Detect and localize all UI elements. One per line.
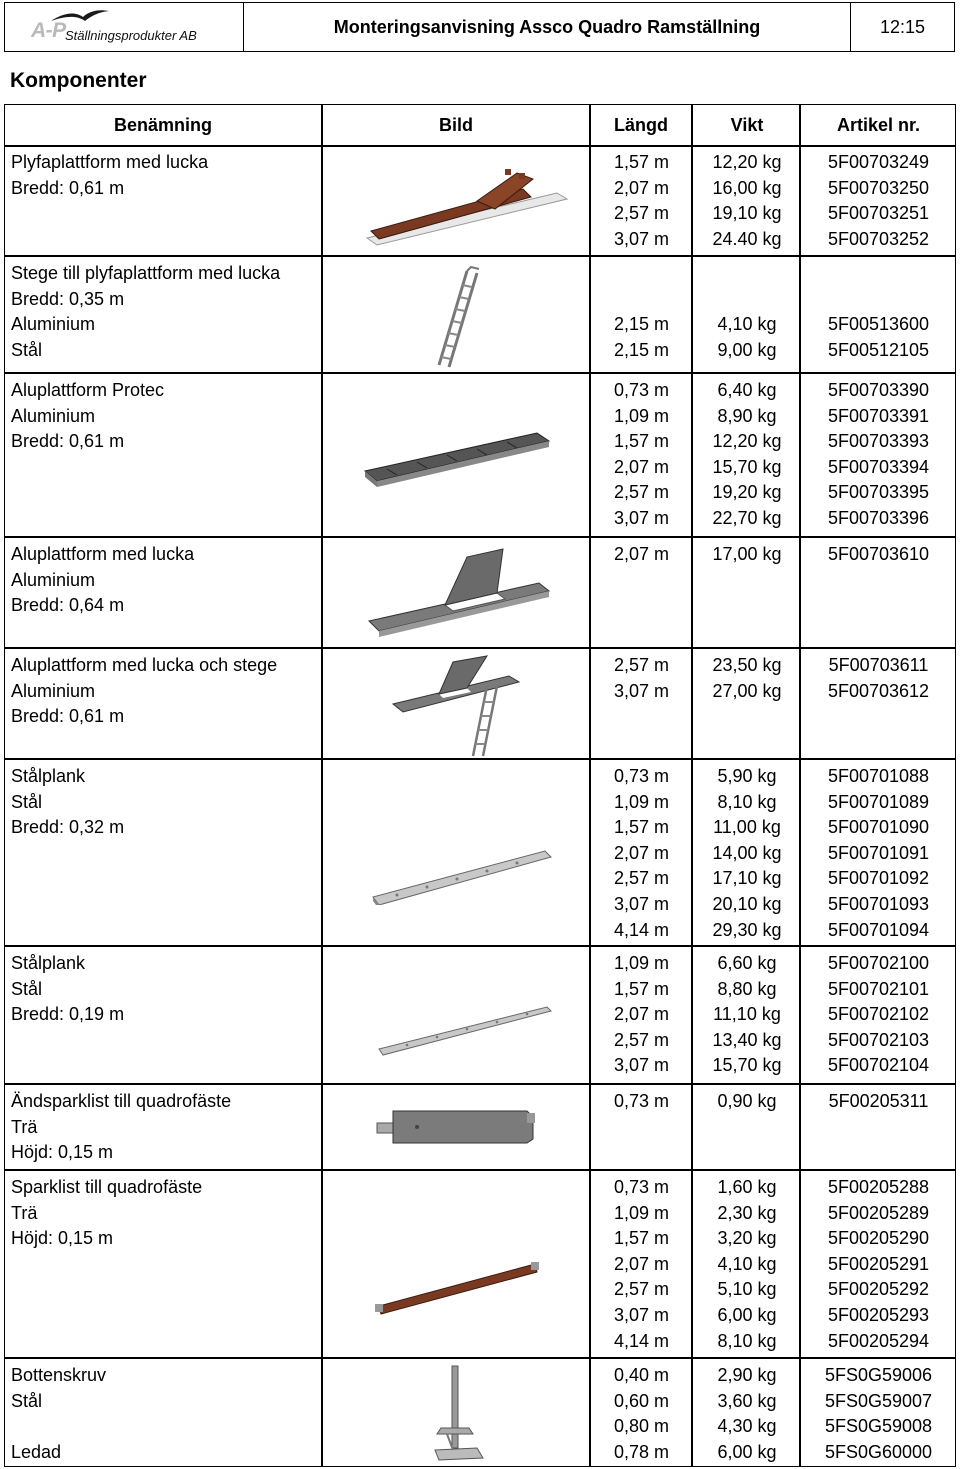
length-value: 3,07 m xyxy=(613,1304,670,1325)
article-value: 5F00703393 xyxy=(827,431,930,452)
length-value: 2,07 m xyxy=(613,177,670,198)
article-value: 5F00703252 xyxy=(827,228,930,249)
length-values xyxy=(593,1363,690,1465)
component-name-line: Stål xyxy=(11,791,43,812)
weight-values xyxy=(693,653,801,704)
weight-value: 6,60 kg xyxy=(717,953,777,973)
component-name-line: Stege till plyfaplattform med lucka xyxy=(11,263,281,283)
component-name-line: Bredd: 0,61 m xyxy=(11,431,125,452)
length-value: 2,07 m xyxy=(613,544,670,564)
component-name-line: Aluminium xyxy=(11,405,96,426)
length-value: 4,14 m xyxy=(613,919,670,940)
component-name-line: Höjd: 0,15 m xyxy=(11,1228,114,1249)
component-name xyxy=(11,764,124,841)
ladder-image xyxy=(327,261,589,372)
component-name-line: Höjd: 0,15 m xyxy=(11,1142,114,1163)
component-name xyxy=(11,951,124,1028)
component-name-line: Stål xyxy=(11,978,43,999)
col-header-name: Benämning xyxy=(113,115,212,135)
length-value: 2,15 m xyxy=(613,314,670,335)
weight-values xyxy=(693,312,801,363)
length-values xyxy=(593,951,690,1079)
weight-value: 8,80 kg xyxy=(717,978,777,999)
weight-value: 0,90 kg xyxy=(717,1091,777,1111)
article-value: 5FS0G59008 xyxy=(824,1416,933,1437)
length-values xyxy=(593,378,690,532)
end-toeboard-image xyxy=(327,1089,589,1169)
component-name-line: Ändsparklist till quadrofäste xyxy=(11,1091,232,1111)
article-value: 5F00205288 xyxy=(827,1177,930,1197)
length-value: 0,73 m xyxy=(613,1177,670,1197)
weight-value: 27,00 kg xyxy=(712,680,782,701)
length-value: 2,07 m xyxy=(613,1253,670,1274)
weight-value: 4,10 kg xyxy=(717,314,777,335)
length-value: 2,57 m xyxy=(613,482,670,503)
article-value: 5F00703391 xyxy=(827,405,930,426)
page-number: 12:15 xyxy=(879,16,926,37)
article-value: 5FS0G60000 xyxy=(824,1441,933,1462)
col-header-weight: Vikt xyxy=(730,115,764,135)
length-value: 3,07 m xyxy=(613,680,670,701)
article-value: 5F00701088 xyxy=(827,766,930,786)
length-value: 1,09 m xyxy=(613,791,670,812)
length-value: 0,40 m xyxy=(613,1365,670,1385)
weight-value: 5,10 kg xyxy=(717,1279,777,1300)
weight-value: 12,20 kg xyxy=(712,152,782,172)
article-value: 5F00703250 xyxy=(827,177,930,198)
weight-value: 19,20 kg xyxy=(712,482,782,503)
component-name-line: Bredd: 0,35 m xyxy=(11,288,125,309)
component-name-line: Aluminium xyxy=(11,680,96,701)
length-value: 3,07 m xyxy=(613,893,670,914)
page-header xyxy=(4,2,955,52)
weight-value: 2,30 kg xyxy=(717,1202,777,1223)
section-title: Komponenter xyxy=(10,69,147,92)
weight-value: 13,40 kg xyxy=(712,1029,782,1050)
length-value: 0,60 m xyxy=(613,1390,670,1411)
length-values xyxy=(593,1089,690,1115)
row-divider xyxy=(5,1083,955,1085)
row-divider xyxy=(5,945,955,947)
weight-value: 2,90 kg xyxy=(717,1365,777,1385)
weight-values xyxy=(693,1089,801,1115)
length-value: 2,07 m xyxy=(613,842,670,863)
component-name-line: Bredd: 0,61 m xyxy=(11,706,125,727)
article-value: 5F00512105 xyxy=(827,339,930,360)
article-value: 5F00702100 xyxy=(827,953,930,973)
article-value: 5F00702102 xyxy=(827,1004,930,1025)
article-values xyxy=(801,542,956,568)
length-value: 1,57 m xyxy=(613,817,670,838)
component-name-line: Stål xyxy=(11,1390,43,1411)
length-value: 1,57 m xyxy=(613,978,670,999)
article-value: 5F00701089 xyxy=(827,791,930,812)
article-value: 5F00703610 xyxy=(827,544,930,564)
article-values xyxy=(801,312,956,363)
component-name-line: Stålplank xyxy=(11,953,86,973)
weight-value: 6,00 kg xyxy=(717,1441,777,1462)
component-name-line: Aluplattform med lucka och stege xyxy=(11,655,278,675)
article-value: 5F00703611 xyxy=(828,655,929,675)
length-values xyxy=(593,1175,690,1354)
component-name-line: Aluplattform med lucka xyxy=(11,544,195,564)
component-name-line: Stål xyxy=(11,339,43,360)
article-values xyxy=(801,1363,956,1465)
weight-values xyxy=(693,764,801,943)
component-name-line: Bredd: 0,19 m xyxy=(11,1004,125,1025)
length-value: 0,78 m xyxy=(613,1441,670,1462)
length-values xyxy=(593,150,690,252)
component-name xyxy=(11,542,194,619)
weight-value: 4,30 kg xyxy=(717,1416,777,1437)
article-value: 5F00701092 xyxy=(827,868,930,889)
component-name-line: Aluminium xyxy=(11,569,96,590)
weight-value: 24.40 kg xyxy=(712,228,782,249)
component-name-line: Trä xyxy=(11,1202,38,1223)
row-divider xyxy=(5,255,955,257)
article-value: 5F00703249 xyxy=(827,152,930,172)
weight-value: 6,40 kg xyxy=(717,380,777,400)
component-name-line: Trä xyxy=(11,1116,38,1137)
steel-plank-narrow-image xyxy=(327,951,589,1083)
article-values xyxy=(801,150,956,252)
row-divider xyxy=(5,647,955,649)
weight-values xyxy=(693,951,801,1079)
component-name-line: Ledad xyxy=(11,1441,62,1462)
article-value: 5FS0G59007 xyxy=(824,1390,933,1411)
component-name xyxy=(11,653,277,730)
length-value: 0,73 m xyxy=(613,380,670,400)
col-header-length: Längd xyxy=(614,115,668,135)
article-value: 5FS0G59006 xyxy=(824,1365,933,1385)
weight-value: 1,60 kg xyxy=(717,1177,777,1197)
plywood-platform-hatch-image xyxy=(327,150,589,255)
weight-value: 14,00 kg xyxy=(712,842,782,863)
col-header-image: Bild xyxy=(439,115,473,135)
component-name-line: Sparklist till quadrofäste xyxy=(11,1177,203,1197)
row-divider xyxy=(5,1357,955,1359)
article-value: 5F00703390 xyxy=(827,380,930,400)
weight-value: 5,90 kg xyxy=(717,766,777,786)
component-name-line: Stålplank xyxy=(11,766,86,786)
row-divider xyxy=(5,1169,955,1171)
length-value: 2,57 m xyxy=(613,1029,670,1050)
article-value: 5F00703394 xyxy=(827,456,930,477)
length-values xyxy=(593,764,690,943)
article-values xyxy=(801,1175,956,1354)
article-value: 5F00205311 xyxy=(828,1091,929,1111)
weight-values xyxy=(693,1175,801,1354)
length-value: 4,14 m xyxy=(613,1330,670,1351)
weight-values xyxy=(693,150,801,252)
row-divider xyxy=(5,145,955,147)
weight-value: 15,70 kg xyxy=(712,1055,782,1076)
length-value: 0,80 m xyxy=(613,1416,670,1437)
length-values xyxy=(593,312,690,363)
article-value: 5F00205291 xyxy=(827,1253,930,1274)
weight-value: 4,10 kg xyxy=(717,1253,777,1274)
article-values xyxy=(801,378,956,532)
article-values xyxy=(801,1089,956,1115)
column-divider xyxy=(589,105,591,1466)
length-value: 1,57 m xyxy=(613,431,670,452)
component-name xyxy=(11,378,164,455)
article-value: 5F00702103 xyxy=(827,1029,930,1050)
component-name xyxy=(11,1175,202,1252)
article-value: 5F00205293 xyxy=(827,1304,930,1325)
weight-value: 8,10 kg xyxy=(717,1330,777,1351)
component-name-line: Bredd: 0,32 m xyxy=(11,817,125,838)
component-name xyxy=(11,150,208,201)
component-name-line: Bredd: 0,61 m xyxy=(11,177,125,198)
weight-value: 3,60 kg xyxy=(717,1390,777,1411)
article-value: 5F00702101 xyxy=(827,978,930,999)
length-value: 2,57 m xyxy=(613,1279,670,1300)
weight-value: 11,10 kg xyxy=(713,1004,781,1025)
length-value: 0,73 m xyxy=(613,766,670,786)
weight-values xyxy=(693,542,801,568)
weight-value: 22,70 kg xyxy=(712,507,782,528)
article-value: 5F00701091 xyxy=(827,842,930,863)
weight-value: 29,30 kg xyxy=(712,919,782,940)
row-divider xyxy=(5,536,955,538)
steel-plank-wide-image xyxy=(327,764,589,945)
weight-values xyxy=(693,1363,801,1465)
components-table xyxy=(4,104,956,1467)
column-divider xyxy=(321,105,323,1466)
length-value: 3,07 m xyxy=(613,1055,670,1076)
article-value: 5F00703395 xyxy=(827,482,930,503)
length-values xyxy=(593,653,690,704)
article-value: 5F00701094 xyxy=(827,919,930,940)
length-value: 1,57 m xyxy=(613,1228,670,1249)
weight-value: 20,10 kg xyxy=(712,893,782,914)
length-value: 3,07 m xyxy=(613,228,670,249)
length-value: 1,09 m xyxy=(613,1202,670,1223)
weight-values xyxy=(693,378,801,532)
component-name xyxy=(11,261,280,363)
component-name-line: Plyfaplattform med lucka xyxy=(11,152,209,172)
logo xyxy=(5,3,244,51)
length-value: 0,73 m xyxy=(613,1091,670,1111)
article-values xyxy=(801,653,956,704)
document-title: Monteringsanvisning Assco Quadro Ramställning xyxy=(244,3,851,51)
component-name xyxy=(11,1089,231,1166)
length-value: 1,09 m xyxy=(613,953,670,973)
length-value: 2,57 m xyxy=(613,655,670,675)
length-value: 1,09 m xyxy=(613,405,670,426)
length-value: 2,07 m xyxy=(613,1004,670,1025)
article-value: 5F00205292 xyxy=(827,1279,930,1300)
length-value: 3,07 m xyxy=(613,507,670,528)
article-values xyxy=(801,951,956,1079)
weight-value: 17,10 kg xyxy=(712,868,782,889)
article-value: 5F00205290 xyxy=(827,1228,930,1249)
logo-company: Ställningsprodukter AB xyxy=(65,28,197,43)
base-jack-image xyxy=(327,1363,589,1464)
component-name-line xyxy=(11,1414,106,1440)
alu-platform-hatch-image xyxy=(327,542,589,647)
length-value: 2,07 m xyxy=(613,456,670,477)
logo-mark: A-P xyxy=(31,19,66,42)
article-value: 5F00513600 xyxy=(827,314,930,335)
article-value: 5F00702104 xyxy=(827,1055,930,1076)
component-name-line: Bottenskruv xyxy=(11,1365,107,1385)
component-name-line: Bredd: 0,64 m xyxy=(11,595,125,616)
article-value: 5F00703251 xyxy=(827,203,930,224)
article-values xyxy=(801,764,956,943)
article-value: 5F00701090 xyxy=(827,817,930,838)
col-header-article: Artikel nr. xyxy=(836,115,921,135)
weight-value: 11,00 kg xyxy=(713,817,781,838)
length-value: 2,15 m xyxy=(613,339,670,360)
length-value: 1,57 m xyxy=(613,152,670,172)
toeboard-image xyxy=(327,1175,589,1357)
weight-value: 19,10 kg xyxy=(712,203,782,224)
component-name-line: Aluminium xyxy=(11,314,96,335)
article-value: 5F00205294 xyxy=(827,1330,930,1351)
weight-value: 23,50 kg xyxy=(712,655,782,675)
article-value: 5F00703396 xyxy=(827,507,930,528)
weight-value: 16,00 kg xyxy=(712,177,782,198)
component-name xyxy=(11,1363,106,1465)
alu-platform-protec-image xyxy=(327,378,589,536)
component-name-line: Aluplattform Protec xyxy=(11,380,165,400)
weight-value: 3,20 kg xyxy=(717,1228,777,1249)
weight-value: 17,00 kg xyxy=(712,544,782,564)
length-value: 2,57 m xyxy=(613,868,670,889)
weight-value: 8,90 kg xyxy=(717,405,777,426)
weight-value: 12,20 kg xyxy=(712,431,782,452)
article-value: 5F00205289 xyxy=(827,1202,930,1223)
weight-value: 9,00 kg xyxy=(717,339,777,360)
row-divider xyxy=(5,758,955,760)
row-divider xyxy=(5,372,955,374)
weight-value: 15,70 kg xyxy=(712,456,782,477)
length-values xyxy=(593,542,690,568)
weight-value: 8,10 kg xyxy=(717,791,777,812)
alu-platform-hatch-ladder-image xyxy=(327,653,589,758)
article-value: 5F00703612 xyxy=(827,680,930,701)
article-value: 5F00701093 xyxy=(827,893,930,914)
length-value: 2,57 m xyxy=(613,203,670,224)
weight-value: 6,00 kg xyxy=(717,1304,777,1325)
